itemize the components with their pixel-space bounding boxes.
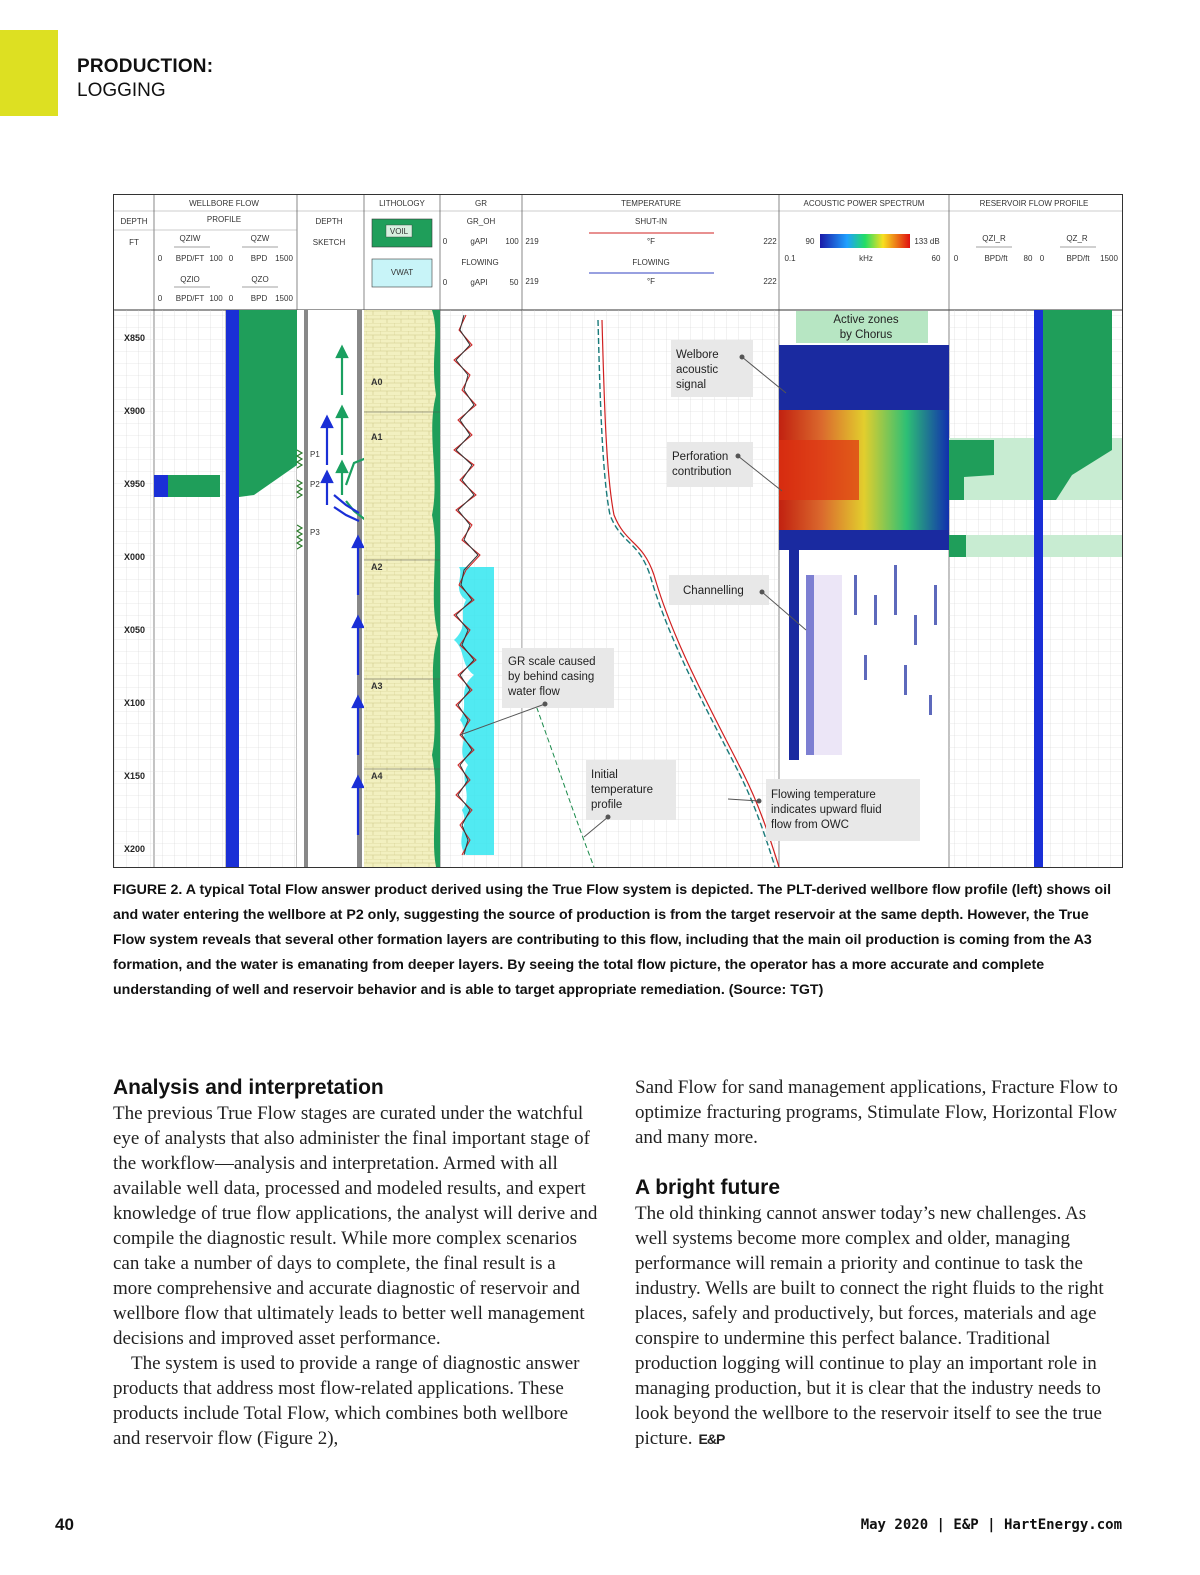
temp2-min: 219 <box>525 277 539 286</box>
qzi-r-unit: BPD/ft <box>984 254 1008 263</box>
perforation-label: P3 <box>310 528 320 537</box>
qzo1-max: 100 <box>209 294 223 303</box>
qzw1-max: 100 <box>209 254 223 263</box>
anno-grscale-3: water flow <box>508 686 560 698</box>
qz-r-min: 0 <box>1039 254 1045 263</box>
temp2-unit: °F <box>646 277 656 286</box>
hdr-depth2: DEPTH <box>315 217 343 226</box>
heading-analysis: Analysis and interpretation <box>113 1076 384 1099</box>
anno-grscale-2: by behind casing <box>508 671 595 683</box>
section-tab <box>0 30 58 116</box>
anno-active-1: Active zones <box>833 314 899 326</box>
anno-flowing-1: Flowing temperature <box>771 789 876 801</box>
anno-welbore-1: Welbore <box>676 349 719 361</box>
qzo2-min: 0 <box>228 294 234 303</box>
anno-perforation-2: contribution <box>672 466 732 478</box>
anno-welbore-3: signal <box>676 379 707 391</box>
hdr-acoustic: ACOUSTIC POWER SPECTRUM <box>803 199 925 208</box>
acoustic-colorbar <box>820 234 910 248</box>
zone-label: A3 <box>371 681 383 691</box>
paragraph: The system is used to provide a range of diagnostic answer products that address most flow-related applications. These products include Total Flow, which combines both wellbore and reservoir flow (Figure 2), <box>113 1353 580 1449</box>
depth-label: X200 <box>124 844 146 854</box>
hdr-temperature: TEMPERATURE <box>621 199 681 208</box>
lithology-track <box>364 310 440 867</box>
temp1-min: 219 <box>525 237 539 246</box>
ac-khz-max: 60 <box>931 254 941 263</box>
section-title: PRODUCTION: <box>77 56 214 77</box>
hdr-qziw: QZIW <box>179 234 201 243</box>
hdr-gr-flowing: FLOWING <box>461 258 499 267</box>
anno-initial-1: Initial <box>591 769 618 781</box>
paragraph <box>635 1201 1120 1452</box>
qzw2-unit: BPD <box>250 254 268 263</box>
gr-oh-min: 0 <box>442 237 448 246</box>
depth-label: X950 <box>124 479 146 489</box>
ac-khz-unit: kHz <box>859 254 873 263</box>
qzo1-min: 0 <box>157 294 163 303</box>
legend-voil: VOIL <box>389 227 409 236</box>
gr-oh-max: 100 <box>505 237 519 246</box>
zone-label: A4 <box>371 771 383 781</box>
ep-end-mark: E&P <box>698 1431 725 1447</box>
paragraph: Sand Flow for sand management applications, Fracture Flow to optimize fracturing programs, Stimulate Flow, Horizontal Flow and many more. <box>635 1077 1118 1148</box>
qzi-r-min: 0 <box>953 254 959 263</box>
gr-flow-max: 50 <box>509 278 519 287</box>
anno-flowing-3: flow from OWC <box>771 819 849 831</box>
qzi-r-max: 80 <box>1023 254 1033 263</box>
hdr-shut-in: SHUT-IN <box>635 217 667 226</box>
anno-perforation-1: Perforation <box>672 451 729 463</box>
hdr-temp-flowing: FLOWING <box>632 258 670 267</box>
ac-db-min: 90 <box>805 237 815 246</box>
hdr-wellbore-flow: WELLBORE FLOW <box>189 199 259 208</box>
qzo2-max: 1500 <box>275 294 293 303</box>
heading-bright-future: A bright future <box>635 1176 781 1199</box>
hdr-sketch: SKETCH <box>312 238 346 247</box>
anno-channelling: Channelling <box>683 585 744 597</box>
hdr-lithology: LITHOLOGY <box>379 199 425 208</box>
page-number: 40 <box>55 1515 74 1534</box>
zone-label: A2 <box>371 562 383 572</box>
article-column-left <box>113 1075 598 1451</box>
depth-label: X050 <box>124 625 146 635</box>
anno-active-2: by Chorus <box>839 329 893 341</box>
hdr-qz-r: QZ_R <box>1066 234 1088 243</box>
figure-log-panel <box>113 194 1123 868</box>
wellbore-sketch <box>297 310 374 867</box>
depth-label: X850 <box>124 333 146 343</box>
gr-flow-min: 0 <box>442 278 448 287</box>
depth-label: X000 <box>124 552 146 562</box>
hdr-ft: FT <box>129 238 139 247</box>
qz-r-max: 1500 <box>1100 254 1118 263</box>
temp1-unit: °F <box>646 237 656 246</box>
hdr-gr: GR <box>475 199 487 208</box>
anno-welbore-2: acoustic <box>676 364 719 376</box>
figure-caption: FIGURE 2. A typical Total Flow answer product derived using the True Flow system is depicted. The PLT-derived wellbore flow profile (left) shows oil and water entering the wellbore at P2 only, suggesting the source of production is from the target reservoir at the same depth. However, the True Flow system reveals that several other formation layers are contributing to this flow, including that the main oil production is coming from the A3 formation, and the water is emanating from deeper layers. By seeing the total flow picture, the operator has a more accurate and complete understanding of well and reservoir behavior and is able to target appropriate remediation. (Source: TGT) <box>113 882 1112 998</box>
zone-label: A1 <box>371 432 383 442</box>
ac-db-max: 133 dB <box>914 237 940 246</box>
paragraph: The previous True Flow stages are curated under the watchful eye of analysts that also administer the final important stage of the workflow—analysis and interpretation. Armed with all available well data, processed and modeled results, and expert knowledge of true flow applications, the analyst will derive and compile the diagnostic result. While more complex scenarios can take a number of days to complete, the final result is a more comprehensive and accurate diagnostic of reservoir and wellbore flow that ultimately leads to better well management decisions and improved asset performance. <box>113 1103 598 1349</box>
qzo1-unit: BPD/FT <box>175 294 205 303</box>
paragraph-text: The old thinking cannot answer today’s new challenges. As well systems become more complex and older, managing performance will remain a priority and continue to task the industry. Wells are built to connect the right fluids to the right places, safely and productively, but forces, materials and age conspire to undermine this perfect balance. Traditional production logging will continue to play an important role in managing production, but it is clear that the industry needs to look beyond the wellbore to the reservoir itself to see the true picture. <box>635 1203 1104 1449</box>
anno-initial-2: temperature <box>591 784 654 796</box>
footer-publication: May 2020 | E&P | HartEnergy.com <box>860 1517 1122 1533</box>
qzo2-unit: BPD <box>250 294 268 303</box>
anno-grscale-1: GR scale caused <box>508 656 596 668</box>
qz-r-unit: BPD/ft <box>1066 254 1090 263</box>
hdr-profile: PROFILE <box>206 215 242 224</box>
article-column-right <box>635 1075 1120 1452</box>
section-subtitle: LOGGING <box>77 80 166 101</box>
anno-flowing-2: indicates upward fluid <box>771 804 882 816</box>
gr-flow-unit: gAPI <box>470 278 488 287</box>
perforation-label: P2 <box>310 480 320 489</box>
perforation-label: P1 <box>310 450 320 459</box>
temp2-max: 222 <box>763 277 777 286</box>
hdr-qzo: QZO <box>251 275 269 284</box>
ac-khz-min: 0.1 <box>784 254 796 263</box>
qzw1-min: 0 <box>157 254 163 263</box>
depth-label: X150 <box>124 771 146 781</box>
hdr-qzi-r: QZI_R <box>982 234 1006 243</box>
hdr-gr-oh: GR_OH <box>466 217 496 226</box>
legend-vwat: VWAT <box>390 268 414 277</box>
hdr-qzio: QZIO <box>180 275 200 284</box>
depth-label: X100 <box>124 698 146 708</box>
qzw2-min: 0 <box>228 254 234 263</box>
hdr-reservoir: RESERVOIR FLOW PROFILE <box>979 199 1089 208</box>
qzw1-unit: BPD/FT <box>175 254 205 263</box>
hdr-qzw: QZW <box>250 234 270 243</box>
temp1-max: 222 <box>763 237 777 246</box>
zone-label: A0 <box>371 377 383 387</box>
gr-oh-unit: gAPI <box>470 237 488 246</box>
depth-label: X900 <box>124 406 146 416</box>
hdr-depth: DEPTH <box>120 217 148 226</box>
qzw2-max: 1500 <box>275 254 293 263</box>
acoustic-track <box>779 311 949 760</box>
anno-initial-3: profile <box>591 799 623 811</box>
